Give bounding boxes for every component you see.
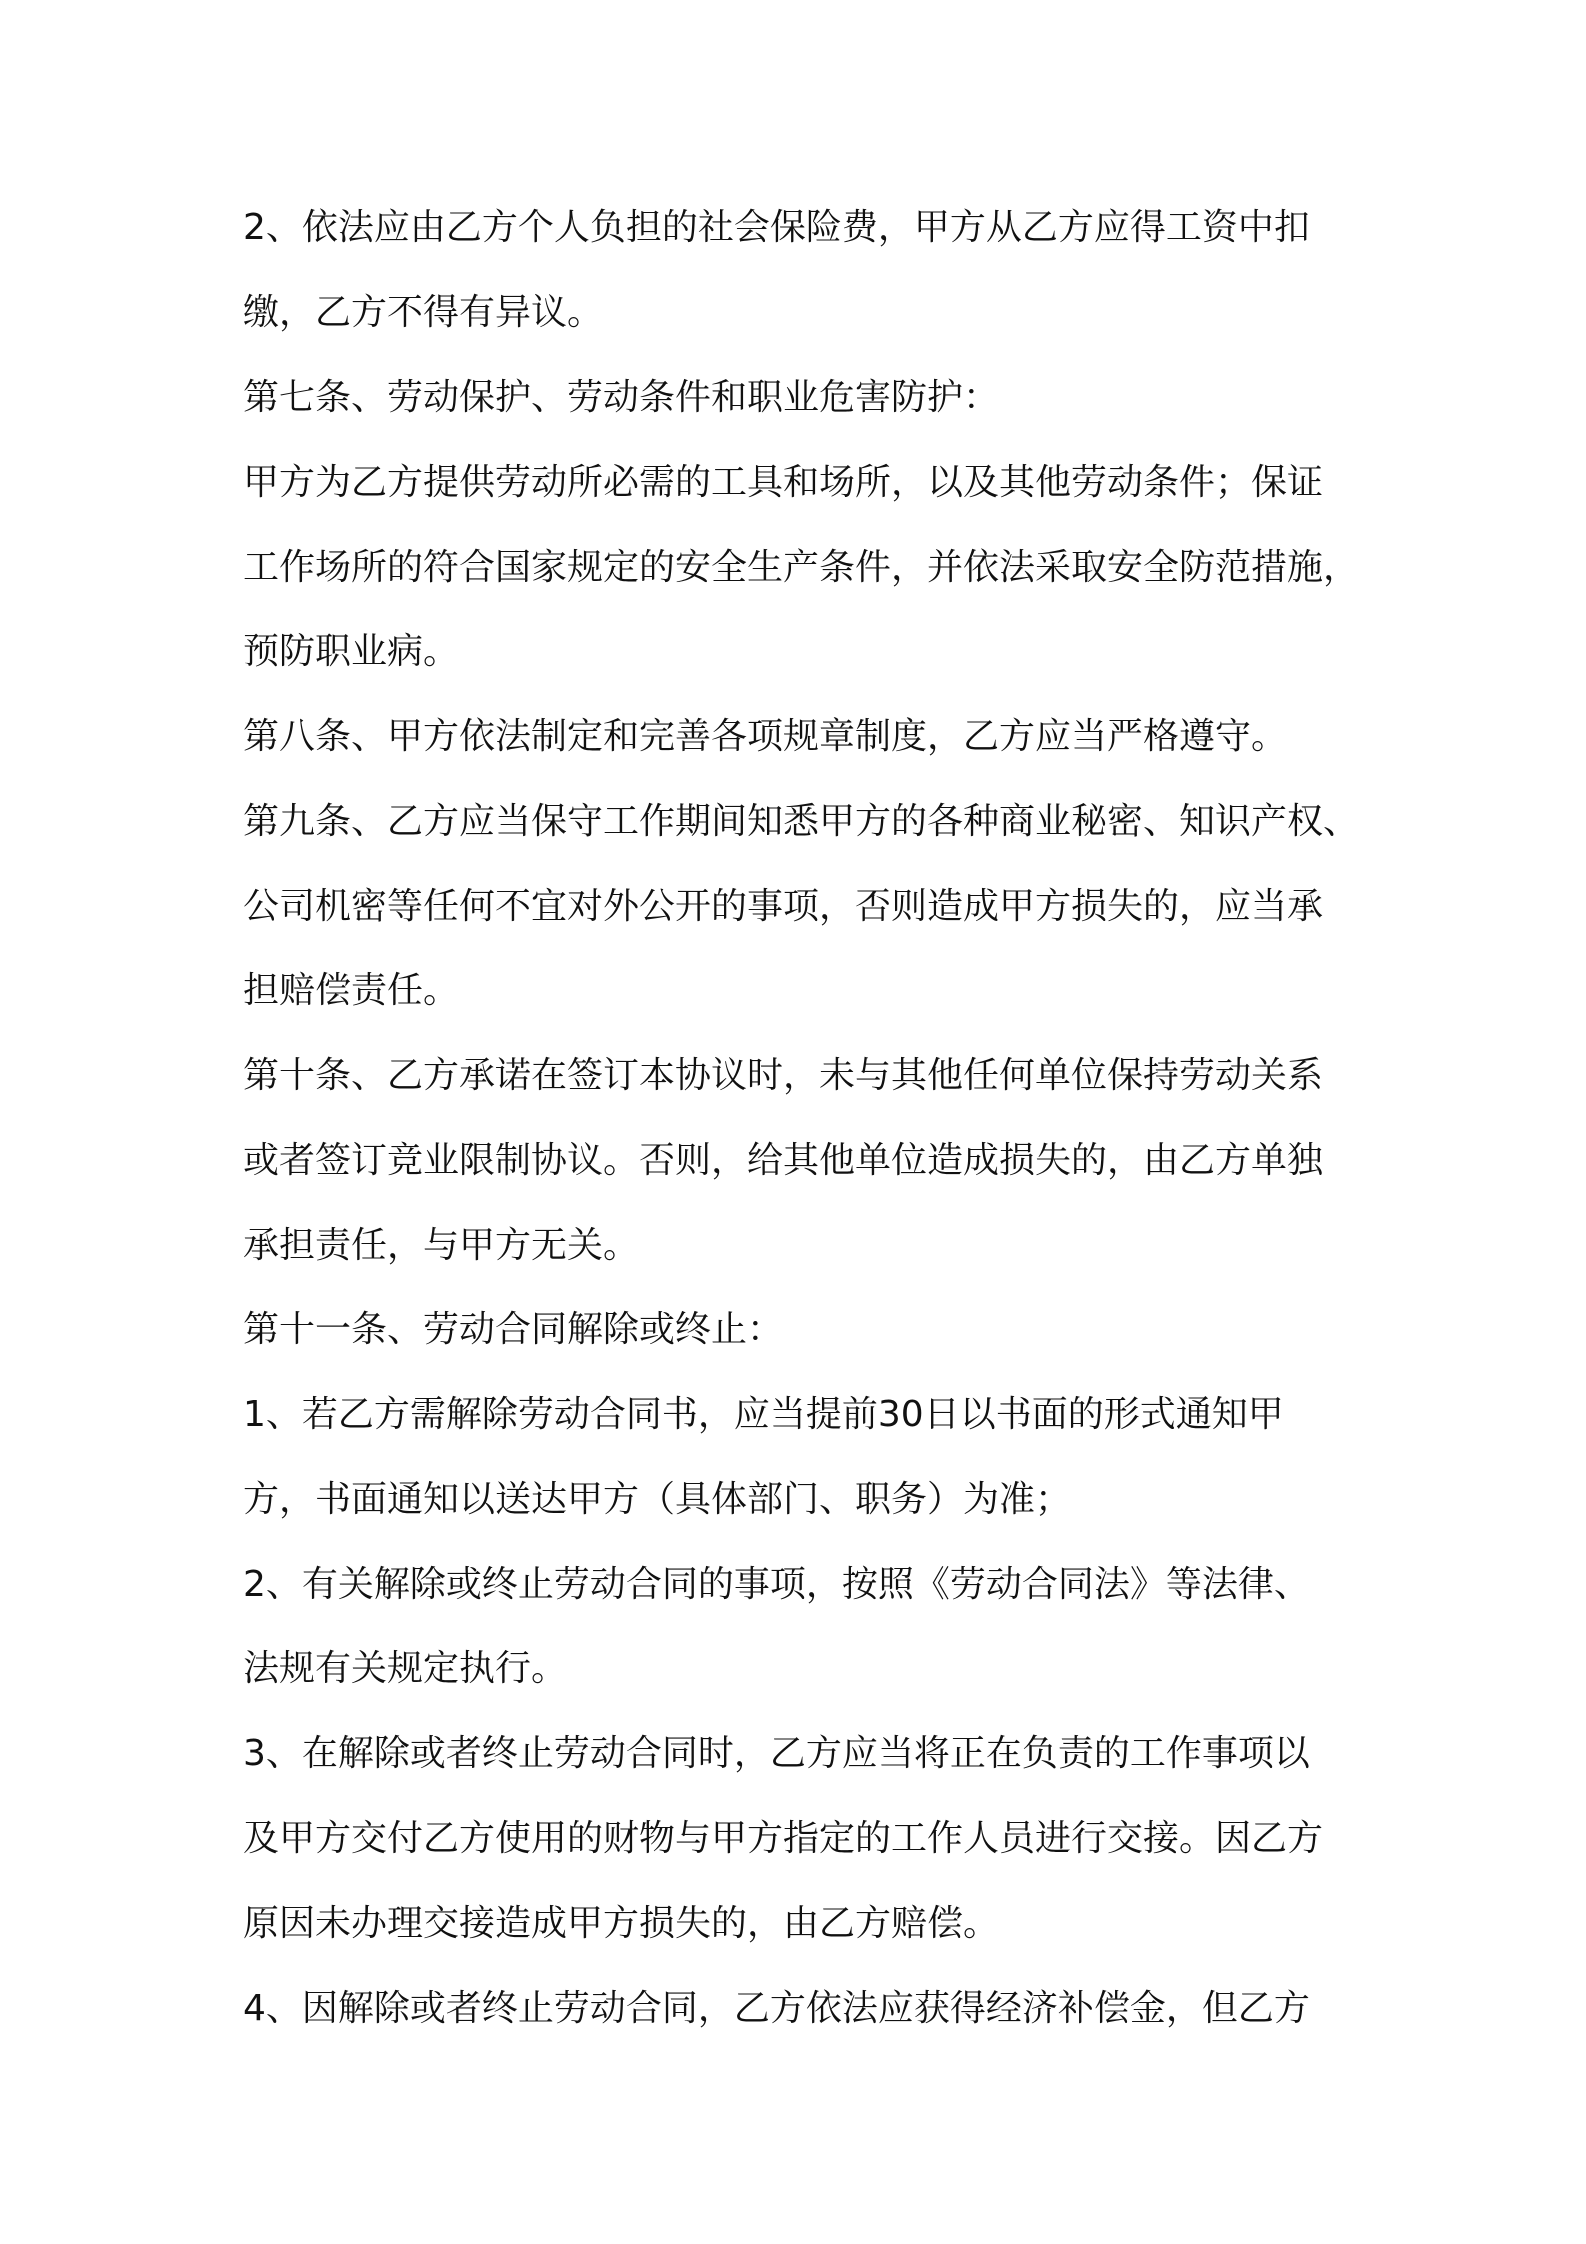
document-line: 及甲方交付乙方使用的财物与甲方指定的工作人员进行交接。因乙方 bbox=[243, 1818, 1324, 1859]
document-line: 3、在解除或者终止劳动合同时，乙方应当将正在负责的工作事项以 bbox=[243, 1733, 1310, 1774]
document-line: 2、依法应由乙方个人负担的社会保险费，甲方从乙方应得工资中扣 bbox=[243, 207, 1310, 248]
document-line: 第十条、乙方承诺在签订本协议时，未与其他任何单位保持劳动关系 bbox=[243, 1055, 1324, 1096]
document-line: 公司机密等任何不宜对外公开的事项，否则造成甲方损失的，应当承 bbox=[243, 886, 1324, 927]
document-line: 原因未办理交接造成甲方损失的，由乙方赔偿。 bbox=[243, 1903, 1000, 1944]
document-line: 甲方为乙方提供劳动所必需的工具和场所，以及其他劳动条件；保证 bbox=[243, 462, 1324, 503]
document-line: 缴，乙方不得有异议。 bbox=[243, 292, 604, 333]
document-line: 或者签订竞业限制协议。否则，给其他单位造成损失的，由乙方单独 bbox=[243, 1140, 1324, 1181]
document-line: 2、有关解除或终止劳动合同的事项，按照《劳动合同法》等法律、 bbox=[243, 1564, 1310, 1605]
document-line: 担赔偿责任。 bbox=[243, 970, 460, 1011]
document-line: 第九条、乙方应当保守工作期间知悉甲方的各种商业秘密、知识产权、 bbox=[243, 801, 1360, 842]
document-line: 4、因解除或者终止劳动合同，乙方依法应获得经济补偿金，但乙方 bbox=[243, 1988, 1310, 2029]
document-line: 工作场所的符合国家规定的安全生产条件，并依法采取安全防范措施， bbox=[243, 547, 1360, 588]
document-line: 方，书面通知以送达甲方（具体部门、职务）为准； bbox=[243, 1479, 1072, 1520]
document-line: 第八条、甲方依法制定和完善各项规章制度，乙方应当严格遵守。 bbox=[243, 716, 1288, 757]
document-line: 承担责任，与甲方无关。 bbox=[243, 1225, 640, 1266]
document-line: 第七条、劳动保护、劳动条件和职业危害防护： bbox=[243, 377, 1000, 418]
document-line: 法规有关规定执行。 bbox=[243, 1648, 568, 1689]
document-line: 第十一条、劳动合同解除或终止： bbox=[243, 1309, 784, 1350]
document-line: 1、若乙方需解除劳动合同书，应当提前30日以书面的形式通知甲 bbox=[243, 1394, 1284, 1435]
document-line: 预防职业病。 bbox=[243, 631, 460, 672]
